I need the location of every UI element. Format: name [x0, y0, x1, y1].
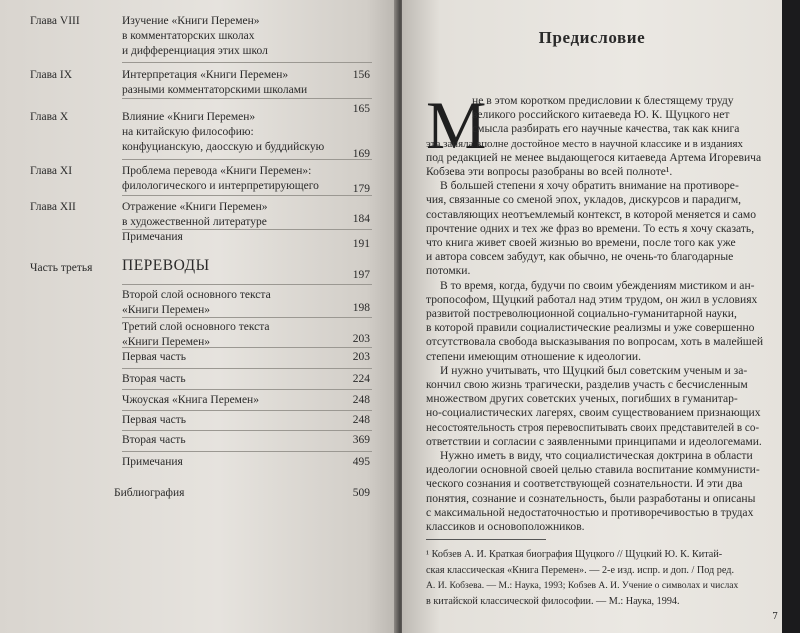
- toc-divider: [122, 159, 372, 160]
- footnote-line: ¹ Кобзев А. И. Краткая биография Щуцкого // Щуцкий Ю. К. Китай-: [426, 549, 723, 560]
- text-line: не в этом коротком предисловии к блестящему труду: [472, 94, 734, 107]
- page-number: 203: [352, 351, 370, 363]
- text-line: развитой постреволюционной социально-гуманитарной науки,: [426, 307, 737, 321]
- section-title: Второй слой основного текста «Книги Перемен»: [122, 289, 271, 316]
- text-line: понятия, сознание и сознательность, были разработаны и описаны: [426, 491, 756, 505]
- bibliography-title: Библиография: [114, 487, 185, 499]
- toc-divider: [122, 430, 372, 431]
- footnote: [426, 547, 771, 609]
- page-number: 203: [352, 333, 370, 345]
- text-line: составляющих неотъемлемый контекст, в которой меняется и само: [426, 207, 756, 221]
- part-label: Часть третья: [30, 262, 93, 274]
- toc-divider: [122, 410, 372, 411]
- preface-title: Предисловие: [538, 28, 646, 47]
- notes-title: Примечания: [122, 231, 183, 243]
- page-number-marker: 7: [772, 612, 778, 622]
- text-line: И нужно учитывать, что Щуцкий был советским ученым и за-: [440, 363, 748, 377]
- section-title: Вторая часть: [122, 373, 186, 385]
- toc-divider: [122, 62, 372, 63]
- page-number: 197: [352, 269, 370, 281]
- text-line: но-социалистических лагерях, своим существованием признающих: [426, 406, 761, 420]
- chapter-label: Глава IX: [30, 69, 73, 81]
- text-line: ческого сознания и соответствующей сознательности. И эти два: [426, 477, 743, 491]
- page-number: 198: [352, 302, 370, 314]
- section-title: Первая часть: [122, 351, 186, 363]
- page-number: 248: [352, 414, 370, 426]
- chapter-title: Отражение «Книги Перемен» в художественной литературе: [122, 201, 268, 228]
- text-line: несостоятельность строя перевоспитывать своих представителей в со-: [426, 421, 760, 434]
- preface-page: [402, 0, 782, 633]
- chapter-label: Глава VIII: [30, 15, 80, 27]
- page-number: 509: [352, 487, 370, 499]
- toc-divider: [122, 451, 372, 452]
- text-line: великого российского китаеведа Ю. К. Щуцкого нет: [472, 108, 730, 122]
- toc-divider: [122, 317, 372, 318]
- part-title: ПЕРЕВОДЫ: [122, 257, 210, 274]
- text-line: отсутствовала свобода высказывания по вопросам, хоть в малейшей: [426, 335, 764, 349]
- text-line: смысла разбирать его научные качества, так как книга: [472, 122, 740, 136]
- toc-divider: [122, 347, 372, 348]
- chapter-label: Глава XI: [30, 165, 73, 177]
- text-line: Нужно иметь в виду, что социалистическая доктрина в области: [440, 449, 753, 463]
- toc-divider: [122, 284, 372, 285]
- text-line: в которой правили социалистические реализмы и уже совершенно: [426, 321, 755, 335]
- footnote-line: А. И. Кобзева. — М.: Наука, 1993; Кобзев А. И. Учение о символах и числах: [426, 580, 739, 592]
- text-line: Кобзева эти вопросы разобраны во всей полноте¹.: [426, 165, 673, 179]
- text-line: под редакцией не менее выдающегося китаеведа Артема Игоревича: [426, 150, 762, 164]
- text-line: тропософом, Щуцкий работал над этим трудом, он жил в условиях: [426, 292, 758, 306]
- text-line: с максимальной недостаточностью и противоречивостью в трудах: [426, 505, 754, 519]
- preface-body: [426, 87, 764, 534]
- page-number: 495: [352, 456, 370, 468]
- page-number: 369: [352, 434, 370, 446]
- page-number: 224: [352, 373, 370, 385]
- section-title: Чжоуская «Книга Перемен»: [122, 394, 259, 406]
- toc-divider: [122, 389, 372, 390]
- text-line: что книга живет своей жизнью во времени, после того как уже: [426, 236, 736, 250]
- chapter-title: Проблема перевода «Книги Перемен»: филологического и интерпретирующего: [122, 165, 319, 192]
- text-line: эта заняла вполне достойное место в научной классике и в изданиях: [426, 137, 743, 150]
- chapter-title: Влияние «Книги Перемен» на китайскую философию: конфуцианскую, даосскую и буддийскую: [122, 111, 325, 153]
- chapter-label: Глава XII: [30, 201, 76, 213]
- text-line: кончил свою жизнь трагически, разделив участь с бесчисленным: [426, 378, 748, 392]
- footnote-line: ская классическая «Книга Перемен». — 2-е изд. испр. и доп. / Под ред.: [426, 564, 735, 576]
- toc-divider: [122, 195, 372, 196]
- text-line: классиков и основоположников.: [426, 520, 585, 534]
- text-line: прочтение одних и тех же фраз во времени. То есть я хочу сказать,: [426, 221, 755, 235]
- text-line: чия, связанные со сменой эпох, укладов, дискурсов и парадигм,: [426, 193, 742, 207]
- text-line: идеологии основной своей целью ставила воспитание коммунисти-: [426, 463, 760, 477]
- text-line: В то время, когда, будучи по своим убеждениям мистиком и ан-: [440, 278, 755, 292]
- text-line: В большей степени я хочу обратить внимание на противоре-: [440, 179, 739, 193]
- table-of-contents-page: [0, 0, 398, 633]
- toc-divider: [122, 368, 372, 369]
- section-title: Примечания: [122, 456, 183, 468]
- page-number: 191: [352, 238, 370, 250]
- page-number: 179: [352, 183, 370, 195]
- footnote-rule: [426, 539, 546, 540]
- text-line: ответствии и согласии с заявленными принципами и идеологемами.: [426, 434, 762, 448]
- page-number: 156: [352, 69, 370, 81]
- page-number: 165: [352, 103, 370, 115]
- footnote-line: в китайской классической философии. — М.: Наука, 1994.: [426, 595, 680, 607]
- page-number: 248: [352, 394, 370, 406]
- page-number: 184: [352, 213, 370, 225]
- section-title: Третий слой основного текста «Книги Перемен»: [122, 321, 270, 348]
- chapter-label: Глава X: [30, 111, 69, 123]
- chapter-title: Изучение «Книги Перемен» в комментаторских школах и дифференциация этих школ: [122, 15, 268, 57]
- text-line: и автора совсем забудут, как обычно, не очень-то благодарные: [426, 250, 734, 264]
- text-line: степени имеющим отношение к идеологии.: [426, 349, 642, 363]
- section-title: Вторая часть: [122, 434, 186, 446]
- section-title: Первая часть: [122, 414, 186, 426]
- text-line: множеством других советских ученых, погибших в гуманитар-: [426, 392, 738, 406]
- toc-divider: [122, 98, 372, 99]
- text-line: потомки.: [426, 264, 471, 278]
- page-number: 169: [352, 148, 370, 160]
- chapter-title: Интерпретация «Книги Перемен» разными комментаторскими школами: [122, 69, 308, 96]
- drop-cap: М: [426, 87, 487, 163]
